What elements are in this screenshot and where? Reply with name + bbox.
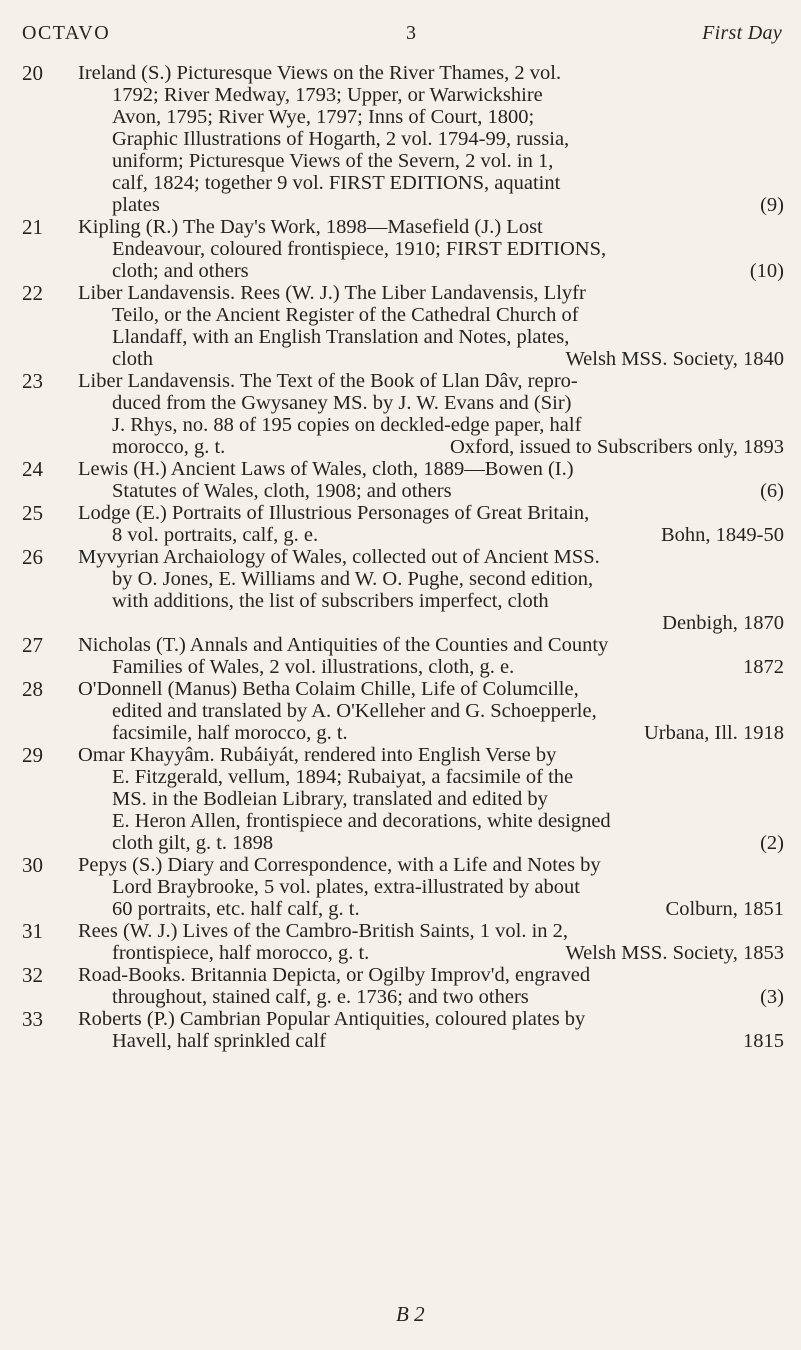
lot-entry bbox=[0, 370, 801, 458]
lot-last-line-text: morocco, g. t. bbox=[112, 436, 226, 458]
lot-description bbox=[78, 744, 784, 854]
lot-entry bbox=[0, 62, 801, 216]
lot-entry bbox=[0, 282, 801, 370]
lot-entry bbox=[0, 546, 801, 634]
lot-continuation-line: duced from the Gwysaney MS. by J. W. Evans and (Sir) bbox=[112, 392, 572, 414]
lot-number: 32 bbox=[22, 963, 43, 987]
lot-imprint: Colburn, 1851 bbox=[665, 898, 784, 920]
lot-first-line: Liber Landavensis. The Text of the Book of Llan Dâv, repro- bbox=[78, 370, 578, 392]
lot-number: 25 bbox=[22, 501, 43, 525]
lot-first-line: Pepys (S.) Diary and Correspondence, with a Life and Notes by bbox=[78, 854, 601, 876]
lot-continuation-line: Lord Braybrooke, 5 vol. plates, extra-illustrated by about bbox=[112, 876, 580, 898]
lot-description bbox=[78, 1008, 784, 1052]
lot-number: 31 bbox=[22, 919, 43, 943]
lot-last-line-text: frontispiece, half morocco, g. t. bbox=[112, 942, 370, 964]
lot-continuation-line: uniform; Picturesque Views of the Severn, 2 vol. in 1, bbox=[112, 150, 554, 172]
lot-number: 24 bbox=[22, 457, 43, 481]
lot-last-line bbox=[84, 722, 784, 744]
lot-entry bbox=[0, 502, 801, 546]
lot-number: 30 bbox=[22, 853, 43, 877]
lot-continuation-line: Teilo, or the Ancient Register of the Cathedral Church of bbox=[112, 304, 579, 326]
lot-first-line: O'Donnell (Manus) Betha Colaim Chille, Life of Columcille, bbox=[78, 678, 579, 700]
lot-continuation-line: edited and translated by A. O'Kelleher and G. Schoepperle, bbox=[112, 700, 597, 722]
lot-imprint: (2) bbox=[760, 832, 784, 854]
lot-number: 23 bbox=[22, 369, 43, 393]
lot-first-line: Road-Books. Britannia Depicta, or Ogilby Improv'd, engraved bbox=[78, 964, 591, 986]
lot-imprint: (6) bbox=[760, 480, 784, 502]
lot-imprint: Welsh MSS. Society, 1853 bbox=[565, 942, 784, 964]
lot-last-line bbox=[84, 898, 784, 920]
lot-first-line: Liber Landavensis. Rees (W. J.) The Liber Landavensis, Llyfr bbox=[78, 282, 586, 304]
lot-continuation-line: with additions, the list of subscribers imperfect, cloth bbox=[112, 590, 549, 612]
lot-description bbox=[78, 502, 784, 546]
lot-imprint: Bohn, 1849-50 bbox=[661, 524, 784, 546]
lot-last-line bbox=[84, 832, 784, 854]
lot-continuation-line: Endeavour, coloured frontispiece, 1910; FIRST EDITIONS, bbox=[112, 238, 607, 260]
lot-continuation-line: E. Heron Allen, frontispiece and decorations, white designed bbox=[112, 810, 611, 832]
lot-last-line bbox=[84, 260, 784, 282]
lot-entry bbox=[0, 458, 801, 502]
lot-description bbox=[78, 854, 784, 920]
lot-first-line: Ireland (S.) Picturesque Views on the River Thames, 2 vol. bbox=[78, 62, 562, 84]
lot-last-line bbox=[84, 348, 784, 370]
lot-entry bbox=[0, 634, 801, 678]
lot-last-line bbox=[84, 986, 784, 1008]
lot-first-line: Myvyrian Archaiology of Wales, collected out of Ancient MSS. bbox=[78, 546, 600, 568]
lot-number: 21 bbox=[22, 215, 43, 239]
lot-first-line: Omar Khayyâm. Rubáiyát, rendered into English Verse by bbox=[78, 744, 557, 766]
lot-last-line-text: plates bbox=[112, 194, 160, 216]
lot-last-line bbox=[84, 942, 784, 964]
lot-number: 27 bbox=[22, 633, 43, 657]
lot-entry bbox=[0, 1008, 801, 1052]
lot-last-line bbox=[84, 436, 784, 458]
lot-entry bbox=[0, 964, 801, 1008]
lot-continuation-line: Avon, 1795; River Wye, 1797; Inns of Court, 1800; bbox=[112, 106, 535, 128]
lot-number: 20 bbox=[22, 61, 43, 85]
lot-first-line: Roberts (P.) Cambrian Popular Antiquities, coloured plates by bbox=[78, 1008, 586, 1030]
lot-entry bbox=[0, 744, 801, 854]
lot-last-line-text: Havell, half sprinkled calf bbox=[112, 1030, 327, 1052]
lot-continuation-line: calf, 1824; together 9 vol. FIRST EDITIONS, aquatint bbox=[112, 172, 561, 194]
lot-continuation-line: E. Fitzgerald, vellum, 1894; Rubaiyat, a facsimile of the bbox=[112, 766, 574, 788]
lot-first-line: Kipling (R.) The Day's Work, 1898—Masefield (J.) Lost bbox=[78, 216, 543, 238]
lot-first-line: Lewis (H.) Ancient Laws of Wales, cloth, 1889—Bowen (I.) bbox=[78, 458, 574, 480]
lot-first-line: Lodge (E.) Portraits of Illustrious Personages of Great Britain, bbox=[78, 502, 590, 524]
lot-description bbox=[78, 458, 784, 502]
lot-last-line-text: Statutes of Wales, cloth, 1908; and others bbox=[112, 480, 452, 502]
lot-imprint: (10) bbox=[749, 260, 784, 282]
lot-continuation-line: by O. Jones, E. Williams and W. O. Pughe, second edition, bbox=[112, 568, 594, 590]
lot-last-line bbox=[84, 194, 784, 216]
lot-imprint: (3) bbox=[760, 986, 784, 1008]
lot-number: 28 bbox=[22, 677, 43, 701]
lot-first-line: Nicholas (T.) Annals and Antiquities of the Counties and County bbox=[78, 634, 609, 656]
lot-description bbox=[78, 678, 784, 744]
page-number: 3 bbox=[406, 22, 417, 44]
lot-last-line-text: throughout, stained calf, g. e. 1736; and two others bbox=[112, 986, 529, 1008]
lot-number: 26 bbox=[22, 545, 43, 569]
lot-last-line-text: 8 vol. portraits, calf, g. e. bbox=[112, 524, 319, 546]
signature-mark: B 2 bbox=[396, 1302, 425, 1326]
lot-imprint: 1872 bbox=[743, 656, 784, 678]
lot-last-line bbox=[84, 1030, 784, 1052]
lot-entry bbox=[0, 920, 801, 964]
lot-description bbox=[78, 964, 784, 1008]
lot-continuation-line: 1792; River Medway, 1793; Upper, or Warwickshire bbox=[112, 84, 543, 106]
lot-continuation-line: MS. in the Bodleian Library, translated and edited by bbox=[112, 788, 548, 810]
lot-continuation-line: J. Rhys, no. 88 of 195 copies on deckled-edge paper, half bbox=[112, 414, 582, 436]
lot-last-line-text: cloth; and others bbox=[112, 260, 249, 282]
header-format: OCTAVO bbox=[22, 22, 111, 44]
lot-description bbox=[78, 62, 784, 216]
lot-last-line bbox=[84, 656, 784, 678]
header-sale-day: First Day bbox=[702, 22, 782, 44]
page-header bbox=[22, 22, 782, 52]
lot-number: 22 bbox=[22, 281, 43, 305]
lot-imprint: 1815 bbox=[743, 1030, 784, 1052]
lot-description bbox=[78, 216, 784, 282]
lot-description bbox=[78, 282, 784, 370]
catalogue-entries bbox=[0, 62, 801, 1052]
lot-continuation-line: Llandaff, with an English Translation and Notes, plates, bbox=[112, 326, 570, 348]
lot-imprint: Oxford, issued to Subscribers only, 1893 bbox=[449, 436, 784, 458]
lot-last-line bbox=[84, 612, 784, 634]
lot-entry bbox=[0, 678, 801, 744]
lot-entry bbox=[0, 216, 801, 282]
lot-imprint: Denbigh, 1870 bbox=[662, 612, 784, 634]
lot-imprint: (9) bbox=[760, 194, 784, 216]
lot-description bbox=[78, 920, 784, 964]
lot-last-line bbox=[84, 524, 784, 546]
lot-description bbox=[78, 370, 784, 458]
lot-description bbox=[78, 634, 784, 678]
lot-last-line-text: cloth gilt, g. t. 1898 bbox=[112, 832, 274, 854]
lot-continuation-line: Graphic Illustrations of Hogarth, 2 vol. 1794-99, russia, bbox=[112, 128, 570, 150]
lot-description bbox=[78, 546, 784, 634]
lot-last-line bbox=[84, 480, 784, 502]
lot-first-line: Rees (W. J.) Lives of the Cambro-British Saints, 1 vol. in 2, bbox=[78, 920, 569, 942]
lot-last-line-text: facsimile, half morocco, g. t. bbox=[112, 722, 348, 744]
lot-last-line-text: cloth bbox=[112, 348, 153, 370]
lot-imprint: Urbana, Ill. 1918 bbox=[643, 722, 784, 744]
lot-last-line-text: Families of Wales, 2 vol. illustrations, cloth, g. e. bbox=[112, 656, 515, 678]
lot-number: 33 bbox=[22, 1007, 43, 1031]
lot-number: 29 bbox=[22, 743, 43, 767]
lot-last-line-text: 60 portraits, etc. half calf, g. t. bbox=[112, 898, 360, 920]
lot-entry bbox=[0, 854, 801, 920]
lot-imprint: Welsh MSS. Society, 1840 bbox=[565, 348, 784, 370]
